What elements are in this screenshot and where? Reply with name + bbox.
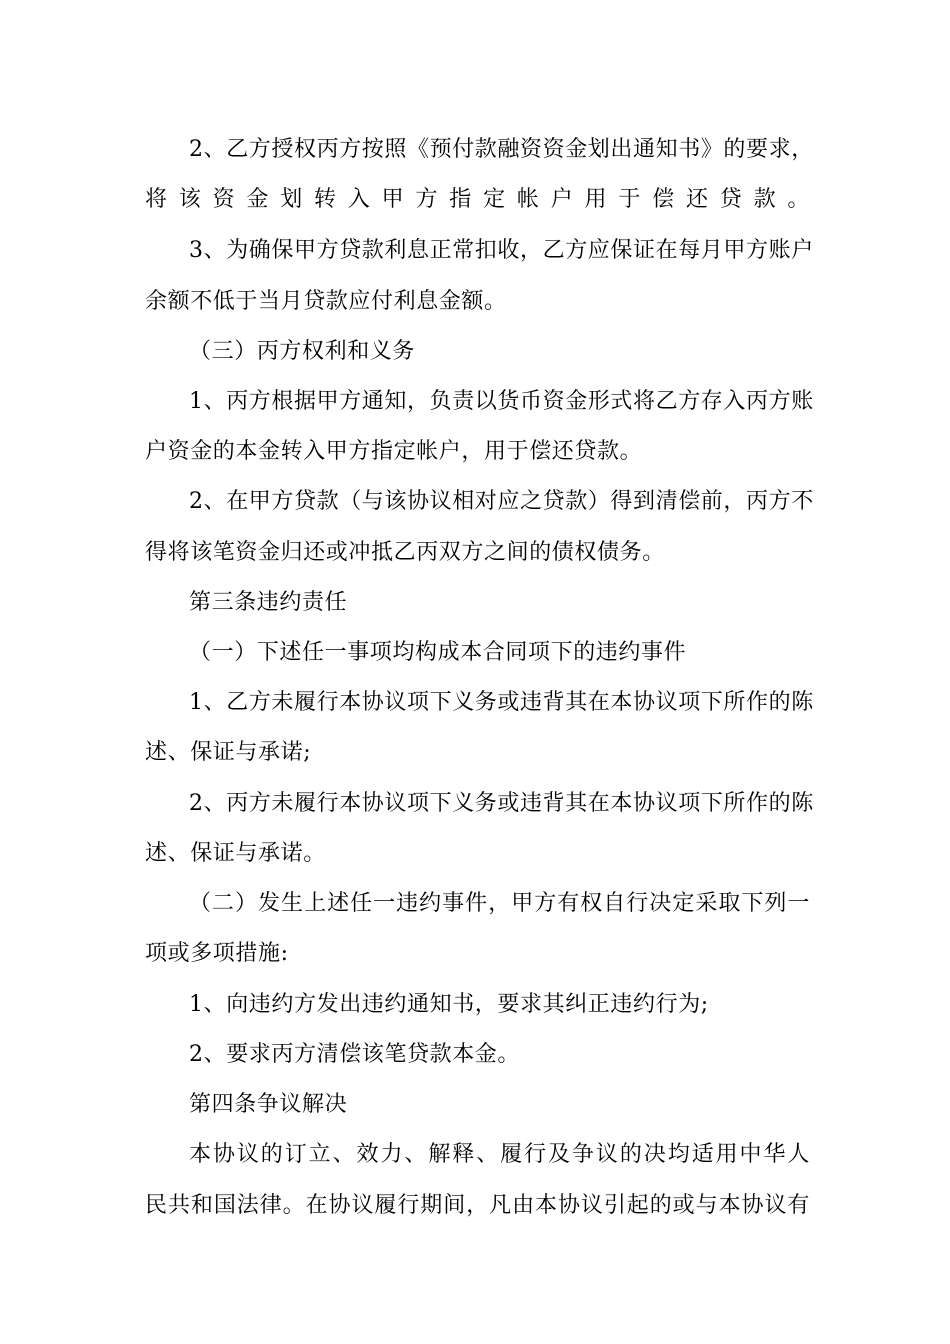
section-heading: （一）下述任一事项均构成本合同项下的违约事件 (189, 640, 687, 665)
paragraph-line: 述、保证与承诺; (145, 740, 312, 765)
paragraph-line: 1、丙方根据甲方通知，负责以货币资金形式将乙方存入丙方账 (189, 389, 814, 414)
section-heading: （三）丙方权利和义务 (189, 339, 416, 364)
paragraph-line: 项或多项措施: (145, 941, 289, 966)
paragraph-line: 1、乙方未履行本协议项下义务或违背其在本协议项下所作的陈 (189, 690, 814, 715)
paragraph-line: 2、丙方未履行本协议项下义务或违背其在本协议项下所作的陈 (189, 791, 814, 816)
article-heading: 第四条争议解决 (189, 1092, 348, 1117)
paragraph-line: 本协议的订立、效力、解释、履行及争议的决均适用中华人 (189, 1142, 810, 1167)
paragraph-line: 余额不低于当月贷款应付利息金额。 (145, 289, 507, 314)
paragraph-line: 1、向违约方发出违约通知书，要求其纠正违约行为; (189, 992, 709, 1017)
article-heading: 第三条违约责任 (189, 590, 348, 615)
paragraph-line: 2、要求丙方清偿该笔贷款本金。 (189, 1042, 520, 1067)
paragraph-line: 3、为确保甲方贷款利息正常扣收，乙方应保证在每月甲方账户 (189, 238, 814, 263)
paragraph-line: 2、在甲方贷款（与该协议相对应之贷款）得到清偿前，丙方不 (189, 489, 814, 514)
paragraph-line: 将该资金划转入甲方指定帐户用于偿还贷款。 (145, 187, 810, 212)
paragraph-line: 2、乙方授权丙方按照《预付款融资资金划出通知书》的要求， (189, 137, 814, 162)
paragraph-line: 述、保证与承诺。 (145, 841, 326, 866)
paragraph-line: 户资金的本金转入甲方指定帐户，用于偿还贷款。 (145, 439, 643, 464)
paragraph-line: 得将该笔资金归还或冲抵乙丙双方之间的债权债务。 (145, 540, 665, 565)
paragraph-line: （二）发生上述任一违约事件，甲方有权自行决定采取下列一 (189, 891, 810, 916)
paragraph-line: 民共和国法律。在协议履行期间，凡由本协议引起的或与本协议有 (145, 1193, 810, 1218)
